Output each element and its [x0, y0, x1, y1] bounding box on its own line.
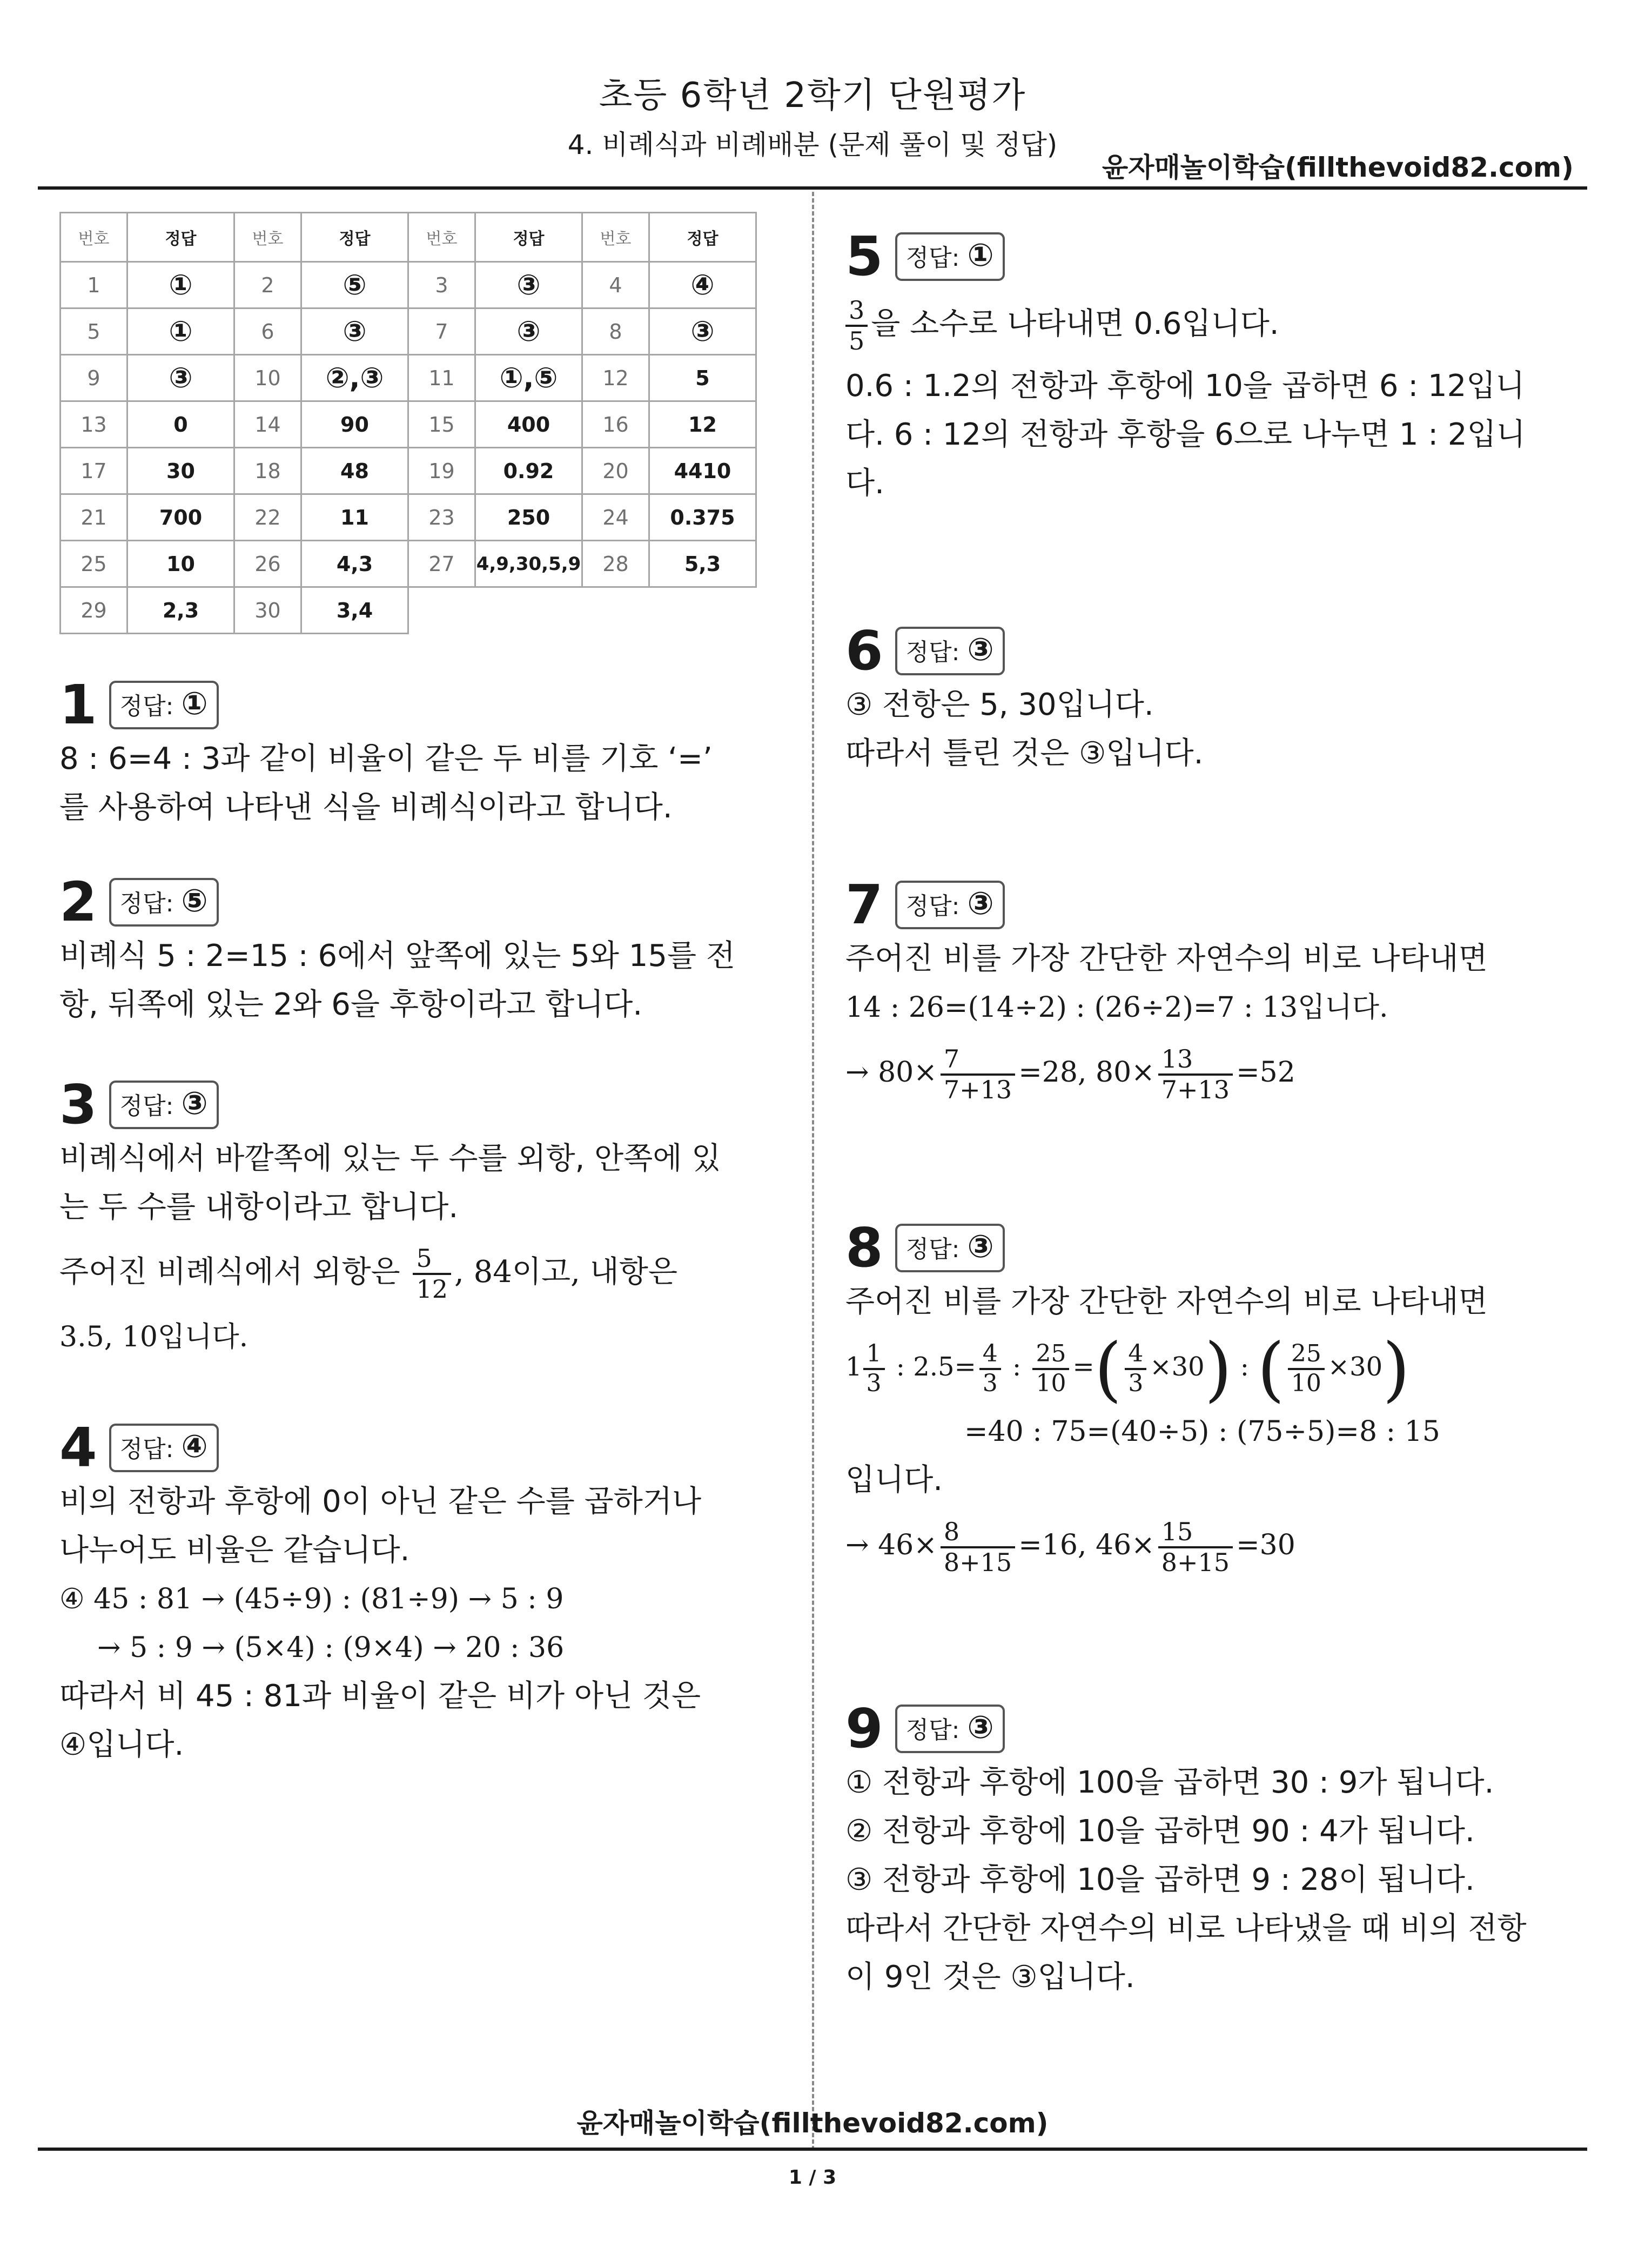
header-rule [38, 186, 1587, 190]
explanation-line: 나누어도 비율은 같습니다. [59, 1533, 410, 1568]
table-cell-answer: 250 [475, 494, 582, 541]
explanation-line: 이 9인 것은 ③입니다. [845, 1960, 1135, 1995]
fraction [941, 1518, 1015, 1577]
table-row [61, 494, 756, 541]
fraction [941, 1045, 1015, 1104]
badge-answer: ③ [967, 631, 994, 668]
header-num: 번호 [234, 213, 301, 262]
badge-answer: ③ [967, 1228, 994, 1265]
answer-table [59, 212, 757, 634]
footer-rule [38, 2148, 1587, 2151]
question-9 [845, 1699, 1542, 2002]
fraction-denominator: 3 [1125, 1368, 1146, 1398]
table-cell-answer: ⑤ [301, 262, 408, 308]
fraction-numerator: 25 [1291, 1339, 1321, 1367]
answer-badge [895, 1224, 1005, 1272]
table-cell-answer: 4,9,30,5,9 [475, 541, 582, 587]
text-part: 을 소수로 나타내면 0.6입니다. [871, 306, 1279, 341]
question-number: 1 [59, 673, 97, 736]
table-cell-num: 21 [61, 494, 127, 541]
fraction-denominator: 5 [845, 325, 868, 355]
explanation-line: 따라서 틀린 것은 ③입니다. [845, 736, 1204, 771]
answer-badge [109, 1424, 219, 1472]
fraction-numerator: 4 [1128, 1339, 1144, 1367]
table-cell-answer: 48 [301, 448, 408, 494]
table-cell-answer: 0.92 [475, 448, 582, 494]
fraction-denominator: 10 [1032, 1368, 1069, 1398]
question-number: 6 [845, 619, 883, 682]
table-cell-answer: 4,3 [301, 541, 408, 587]
question-number: 8 [845, 1216, 883, 1279]
text-part: =16, 46× [1018, 1529, 1155, 1561]
answer-badge [109, 681, 219, 729]
table-cell-num: 6 [234, 308, 301, 355]
explanation-line: 0.6 : 1.2의 전항과 후항에 10을 곱하면 6 : 12입니 [845, 368, 1525, 404]
table-cell-num: 25 [61, 541, 127, 587]
table-cell-answer: ① [127, 308, 234, 355]
fraction-denominator: 3 [979, 1368, 1001, 1398]
fraction-numerator: 8 [943, 1517, 960, 1546]
header-num: 번호 [582, 213, 649, 262]
table-cell-answer: 2,3 [127, 587, 234, 634]
table-cell-num: 19 [408, 448, 475, 494]
explanation-line: 주어진 비를 가장 간단한 자연수의 비로 나타내면 [845, 1284, 1488, 1319]
table-cell-num: 9 [61, 355, 127, 401]
explanation-line: 비례식에서 바깥쪽에 있는 두 수를 외항, 안쪽에 있 [59, 1141, 721, 1176]
explanation-line: 비례식 5 : 2=15 : 6에서 앞쪽에 있는 5와 15를 전 [59, 938, 735, 974]
right-paren: ) [1382, 1327, 1410, 1410]
question-5 [845, 227, 1542, 508]
fraction-denominator: 7+13 [1158, 1073, 1233, 1104]
badge-label: 정답: [119, 693, 174, 720]
table-cell-answer: 4410 [649, 448, 756, 494]
explanation-line: 따라서 간단한 자연수의 비로 나타냈을 때 비의 전항 [845, 1911, 1527, 1946]
fraction [1158, 1518, 1233, 1577]
fraction [1125, 1340, 1146, 1397]
header-num: 번호 [408, 213, 475, 262]
text-part: : [1232, 1352, 1258, 1382]
explanation-line: ① 전항과 후항에 100을 곱하면 30 : 9가 됩니다. [845, 1765, 1494, 1800]
table-cell-answer: ①,⑤ [475, 355, 582, 401]
table-cell-num: 29 [61, 587, 127, 634]
table-row [61, 262, 756, 308]
explanation-line [59, 1232, 756, 1313]
explanation-line: → 5 : 9 → (5×4) : (9×4) → 20 : 36 [97, 1632, 565, 1664]
explanation-line: ② 전항과 후항에 10을 곱하면 90 : 4가 됩니다. [845, 1814, 1475, 1849]
explanation-line: ③ 전항은 5, 30입니다. [845, 687, 1154, 722]
table-cell-num: 22 [234, 494, 301, 541]
table-cell-answer: 30 [127, 448, 234, 494]
fraction [413, 1244, 451, 1304]
explanation-line: ③ 전항과 후항에 10을 곱하면 9 : 28이 됩니다. [845, 1862, 1475, 1897]
page-subtitle: 4. 비례식과 비례배분 (문제 풀이 및 정답) [567, 129, 1058, 160]
explanation-line: =40 : 75=(40÷5) : (75÷5)=8 : 15 [964, 1415, 1440, 1448]
table-cell-answer: 5 [649, 355, 756, 401]
mixed-whole: 1 [845, 1352, 862, 1382]
fraction-numerator: 4 [982, 1339, 998, 1367]
explanation-line: 3.5, 10입니다. [59, 1321, 249, 1353]
fraction-numerator: 15 [1161, 1517, 1193, 1546]
fraction-numerator: 7 [943, 1044, 960, 1073]
table-cell-answer: 0.375 [649, 494, 756, 541]
badge-label: 정답: [119, 890, 174, 917]
explanation-line [845, 286, 1542, 362]
header-ans: 정답 [475, 213, 582, 262]
explanation-line: 14 : 26=(14÷2) : (26÷2)=7 : 13입니다. [845, 991, 1388, 1024]
table-header-row [61, 213, 756, 262]
table-cell-answer: 11 [301, 494, 408, 541]
right-paren: ) [1204, 1327, 1232, 1410]
table-cell-answer: 5,3 [649, 541, 756, 587]
table-cell-answer: 10 [127, 541, 234, 587]
table-cell-num: 13 [61, 401, 127, 448]
text-part: → 46× [845, 1529, 937, 1561]
equation-line [845, 1505, 1542, 1586]
question-6 [845, 621, 1542, 778]
brand-footer: 윤자매놀이학습(fillthevoid82.com) [576, 2108, 1049, 2139]
table-cell-num: 4 [582, 262, 649, 308]
table-cell-num: 2 [234, 262, 301, 308]
text-part: → 80× [845, 1056, 937, 1089]
table-cell-num: 8 [582, 308, 649, 355]
table-cell-num: 20 [582, 448, 649, 494]
badge-label: 정답: [119, 1092, 174, 1120]
badge-answer: ③ [967, 885, 994, 922]
table-cell-answer: 700 [127, 494, 234, 541]
text-part: ×30 [1150, 1352, 1205, 1382]
text-part: =28, 80× [1018, 1056, 1155, 1089]
answer-badge [895, 881, 1005, 929]
explanation-line: 는 두 수를 내항이라고 합니다. [59, 1190, 459, 1225]
badge-answer: ④ [181, 1428, 208, 1465]
table-cell-answer: 400 [475, 401, 582, 448]
table-cell-answer: ① [127, 262, 234, 308]
fraction-numerator: 1 [866, 1339, 882, 1367]
question-number: 4 [59, 1416, 97, 1479]
table-row [61, 401, 756, 448]
fraction-numerator: 3 [849, 295, 865, 325]
header-ans: 정답 [301, 213, 408, 262]
table-cell-answer: 3,4 [301, 587, 408, 634]
fraction [1032, 1340, 1069, 1397]
text-part: 주어진 비례식에서 외항은 [59, 1254, 400, 1290]
fraction [1158, 1045, 1233, 1104]
text-part: =30 [1236, 1529, 1295, 1561]
fraction [845, 296, 868, 355]
explanation-line: 따라서 비 45 : 81과 비율이 같은 비가 아닌 것은 [59, 1679, 701, 1714]
table-row [61, 308, 756, 355]
fraction-denominator: 8+15 [1158, 1546, 1233, 1577]
answer-badge [109, 1081, 219, 1129]
table-cell-num: 28 [582, 541, 649, 587]
table-cell-num: 16 [582, 401, 649, 448]
question-number: 9 [845, 1697, 883, 1760]
question-number: 3 [59, 1073, 97, 1136]
badge-label: 정답: [905, 639, 960, 666]
explanation-line: 8 : 6=4 : 3과 같이 비율이 같은 두 비를 기호 ‘=’ [59, 741, 713, 776]
table-row [61, 355, 756, 401]
table-cell-num: 12 [582, 355, 649, 401]
left-paren: ( [1257, 1327, 1285, 1410]
badge-label: 정답: [119, 1435, 174, 1463]
table-cell-num: 7 [408, 308, 475, 355]
table-cell-answer: ③ [301, 308, 408, 355]
fraction [979, 1340, 1001, 1397]
fraction-denominator: 7+13 [941, 1073, 1015, 1104]
table-cell-num: 17 [61, 448, 127, 494]
question-1 [59, 675, 756, 832]
fraction-denominator: 10 [1288, 1368, 1325, 1398]
answer-badge [109, 878, 219, 927]
table-cell-num: 18 [234, 448, 301, 494]
table-cell-answer: 12 [649, 401, 756, 448]
question-2 [59, 870, 756, 1029]
text-part: ×30 [1327, 1352, 1383, 1382]
question-number: 7 [845, 873, 883, 936]
answer-badge [895, 232, 1005, 281]
equation-line [845, 1326, 1542, 1410]
answer-badge [895, 627, 1005, 675]
table-cell-num: 24 [582, 494, 649, 541]
badge-label: 정답: [905, 893, 960, 920]
explanation-line: 를 사용하여 나타낸 식을 비례식이라고 합니다. [59, 790, 673, 825]
question-4 [59, 1418, 756, 1769]
page-title: 초등 6학년 2학기 단원평가 [599, 76, 1026, 116]
table-cell-num: 23 [408, 494, 475, 541]
question-number: 5 [845, 225, 883, 288]
table-cell-answer: ④ [649, 262, 756, 308]
table-cell-answer: ③ [649, 308, 756, 355]
badge-answer: ⑤ [181, 882, 208, 919]
text-part: : [1004, 1352, 1030, 1382]
fraction-denominator: 12 [413, 1273, 451, 1304]
table-cell-num: 10 [234, 355, 301, 401]
explanation-line: 항, 뒤쪽에 있는 2와 6을 후항이라고 합니다. [59, 987, 643, 1022]
fraction [863, 1340, 885, 1397]
table-cell-num: 5 [61, 308, 127, 355]
table-cell-num: 27 [408, 541, 475, 587]
explanation-line: ④입니다. [59, 1727, 184, 1762]
table-row [61, 448, 756, 494]
table-cell-num: 1 [61, 262, 127, 308]
explanation-line: 비의 전항과 후항에 0이 아닌 같은 수를 곱하거나 [59, 1484, 702, 1519]
table-cell-answer: ②,③ [301, 355, 408, 401]
table-cell-num: 3 [408, 262, 475, 308]
question-3 [59, 1075, 756, 1361]
equation-line [845, 1032, 1542, 1113]
explanation-line: 주어진 비를 가장 간단한 자연수의 비로 나타내면 [845, 941, 1488, 976]
table-cell-answer: ③ [475, 308, 582, 355]
text-part: =52 [1236, 1056, 1295, 1089]
table-cell-num: 15 [408, 401, 475, 448]
table-empty-cell [408, 587, 756, 634]
fraction-numerator: 5 [416, 1243, 432, 1273]
table-cell-answer: 0 [127, 401, 234, 448]
brand-header: 윤자매놀이학습(fillthevoid82.com) [1102, 152, 1574, 183]
fraction [1288, 1340, 1325, 1397]
badge-answer: ① [181, 685, 208, 722]
table-cell-num: 26 [234, 541, 301, 587]
table-row [61, 541, 756, 587]
badge-answer: ① [967, 237, 994, 273]
fraction-numerator: 25 [1036, 1339, 1066, 1367]
text-part: = [1072, 1352, 1094, 1382]
explanation-line: 입니다. [845, 1462, 943, 1498]
table-cell-num: 11 [408, 355, 475, 401]
answer-badge [895, 1705, 1005, 1753]
table-cell-answer: ③ [475, 262, 582, 308]
table-cell-answer: ③ [127, 355, 234, 401]
table-cell-num: 30 [234, 587, 301, 634]
header-ans: 정답 [127, 213, 234, 262]
explanation-line: 다. [845, 466, 884, 501]
table-cell-answer: 90 [301, 401, 408, 448]
column-divider [812, 192, 814, 2150]
badge-label: 정답: [905, 1716, 960, 1744]
fraction-numerator: 13 [1161, 1044, 1193, 1073]
explanation-line: 다. 6 : 12의 전항과 후항을 6으로 나누면 1 : 2입니 [845, 417, 1526, 452]
badge-label: 정답: [905, 244, 960, 272]
text-part: , 84이고, 내항은 [454, 1254, 677, 1290]
question-7 [845, 875, 1542, 1113]
fraction-denominator: 3 [863, 1368, 885, 1398]
explanation-line: ④ 45 : 81 → (45÷9) : (81÷9) → 5 : 9 [59, 1583, 564, 1615]
table-cell-num: 14 [234, 401, 301, 448]
table-row [61, 587, 756, 634]
badge-answer: ③ [967, 1709, 994, 1746]
badge-answer: ③ [181, 1085, 208, 1122]
question-number: 2 [59, 870, 97, 934]
question-8 [845, 1218, 1542, 1586]
badge-label: 정답: [905, 1236, 960, 1263]
fraction-denominator: 8+15 [941, 1546, 1015, 1577]
header-num: 번호 [61, 213, 127, 262]
header-ans: 정답 [649, 213, 756, 262]
text-part: : 2.5= [888, 1352, 976, 1382]
left-paren: ( [1094, 1327, 1122, 1410]
page-number: 1 / 3 [788, 2166, 837, 2189]
